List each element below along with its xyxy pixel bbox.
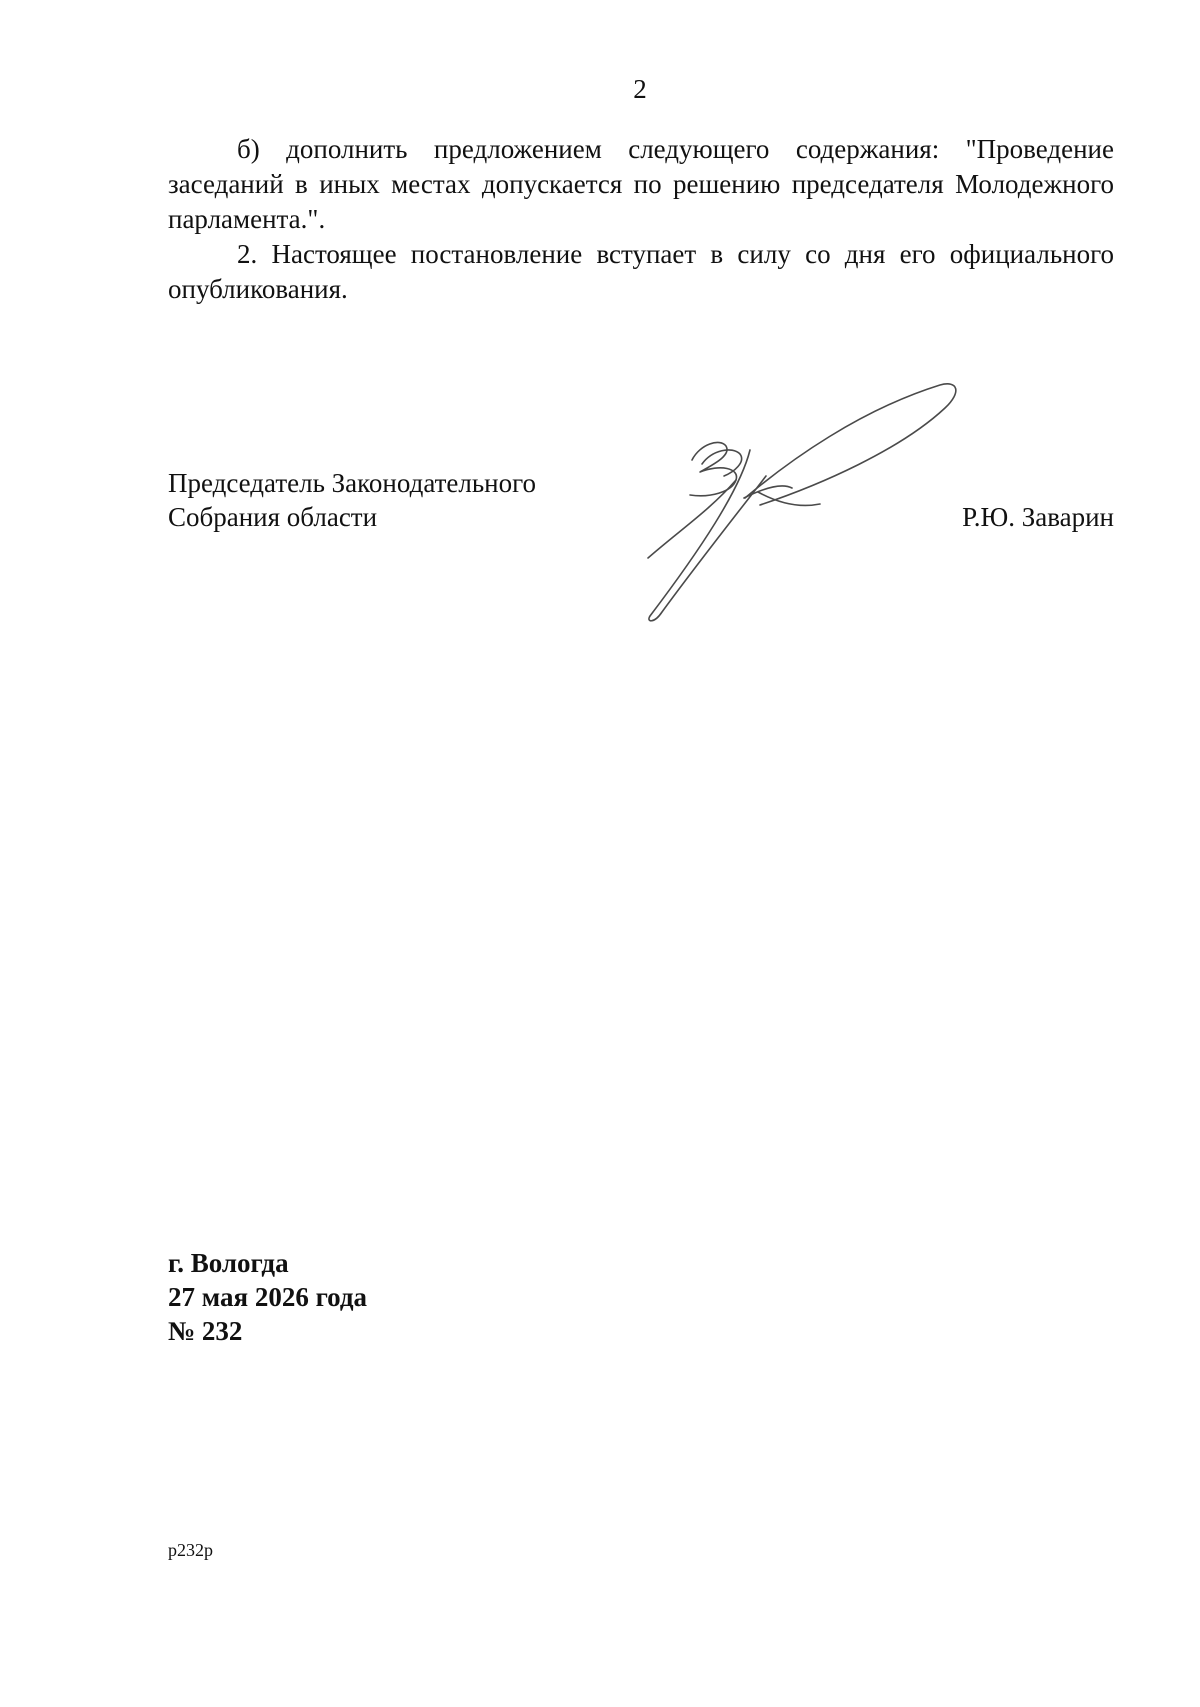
paragraph-2: 2. Настоящее постановление вступает в силу со дня его официального опубликования. [168,239,1114,304]
signer-position-line2: Собрания области [168,502,378,532]
document-code: р232р [168,1540,213,1560]
place-date-block [168,1246,367,1348]
date: 27 мая 2026 года [168,1282,368,1312]
page-number: 2 [633,74,647,104]
document-number: № 232 [168,1316,243,1346]
document-body [168,132,1114,307]
paragraph-b: б) дополнить предложением следующего содержания: "Проведение заседаний в иных местах допускается по решению председателя Молодежного парламента.". [168,134,1114,234]
signer-position-line1: Председатель Законодательного [168,468,537,498]
place: г. Вологда [168,1248,289,1278]
handwritten-signature [640,380,1000,630]
signer-position [168,466,536,534]
signer-name: Р.Ю. Заварин [962,502,1114,532]
